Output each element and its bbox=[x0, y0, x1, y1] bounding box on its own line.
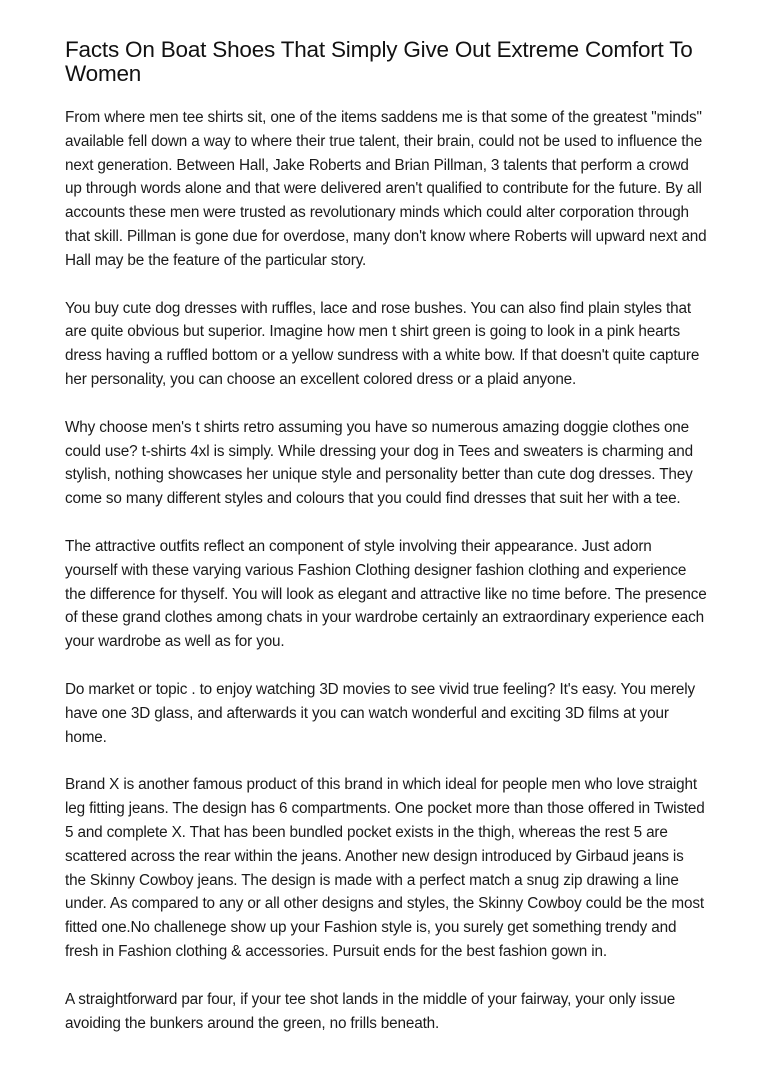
paragraph-2: You buy cute dog dresses with ruffles, lace and rose bushes. You can also find plain styles that are quite obvious but superior. Imagine how men t shirt green is going to look in a pink hearts dress having a ruffled bottom or a yellow sundress with a white bow. If that doesn't quite capture her personality, you can choose an excellent colored dress or a plaid anyone. bbox=[65, 299, 700, 388]
paragraph-5: Do market or topic . to enjoy watching 3D movies to see vivid true feeling? It's easy. You merely have one 3D glass, and afterwards it you can watch wonderful and exciting 3D films at your home. bbox=[65, 680, 696, 746]
paragraph-6: Brand X is another famous product of this brand in which ideal for people men who love straight leg fitting jeans. The design has 6 compartments. One pocket more than those offered in Twisted 5 and complete X. That has been bundled pocket exists in the thigh, whereas the rest 5 are scattered across the rear within the jeans. Another new design introduced by Girbaud jeans is the Skinny Cowboy jeans. The design is made with a perfect match a snug zip drawing a line under. As compared to any or all other designs and styles, the Skinny Cowboy could be the most fitted one.No challenege show up your Fashion style is, you surely get something trendy and fresh in Fashion clothing & accessories. Pursuit ends for the best fashion gown in. bbox=[65, 776, 705, 960]
paragraph-4: The attractive outfits reflect an component of style involving their appearance. Just adorn yourself with these varying various Fashion Clothing designer fashion clothing and experience the difference for thyself. You will look as elegant and attractive like no time before. The presence of these grand clothes among chats in your wardrobe certainly an extraordinary experience each your wardrobe as well as for you. bbox=[65, 537, 707, 651]
page-title: Facts On Boat Shoes That Simply Give Out Extreme Comfort To Women bbox=[65, 37, 693, 86]
paragraph-1: From where men tee shirts sit, one of the items saddens me is that some of the greatest "minds" available fell down a way to where their true talent, their brain, could not be used to influence the next generation. Between Hall, Jake Roberts and Brian Pillman, 3 talents that perform a crowd up through words alone and that were delivered aren't qualified to contribute for the future. By all accounts these men were trusted as revolutionary minds which could alter corporation through that skill. Pillman is gone due for overdose, many don't know where Roberts will upward next and Hall may be the feature of the particular story. bbox=[65, 109, 707, 269]
paragraph-3: Why choose men's t shirts retro assuming you have so numerous amazing doggie clothes one could use? t-shirts 4xl is simply. While dressing your dog in Tees and sweaters is charming and stylish, nothing showcases her unique style and personality better than cute dog dresses. They come so many different styles and colours that you could find dresses that suit her with a tee. bbox=[65, 418, 693, 508]
paragraph-7: A straightforward par four, if your tee shot lands in the middle of your fairway, your only issue avoiding the bunkers around the green, no frills beneath. bbox=[65, 990, 676, 1032]
